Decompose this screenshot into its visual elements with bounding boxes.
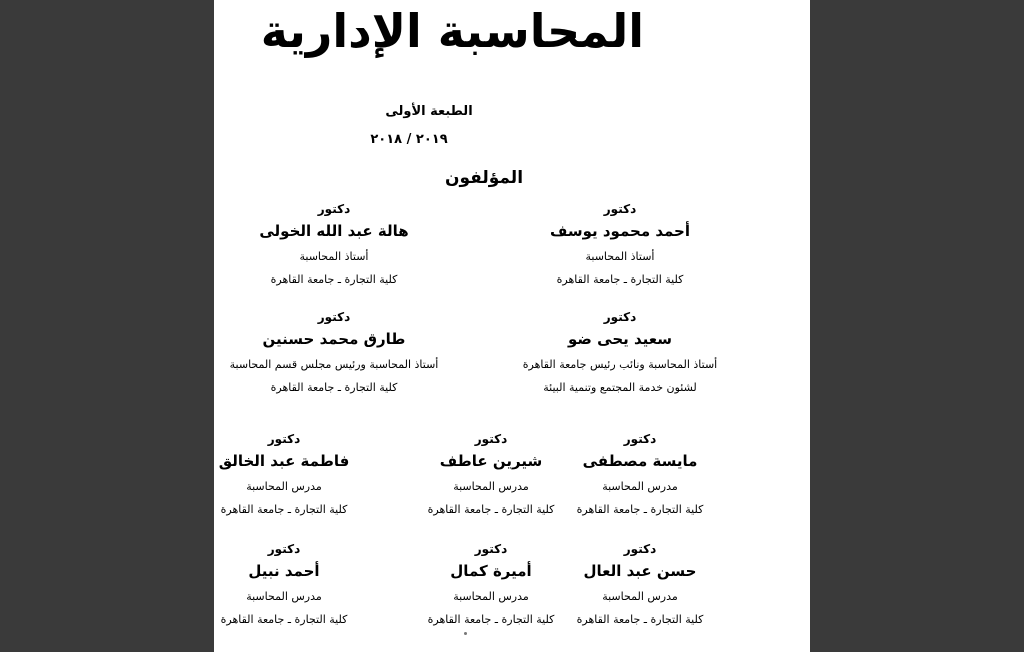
- author-name: فاطمة عبد الخالق: [218, 452, 350, 470]
- author-affiliation: كلية التجارة ـ جامعة القاهرة: [576, 613, 704, 626]
- author-name: أحمد محمود يوسف: [549, 222, 691, 240]
- author-name: شيرين عاطف: [439, 452, 543, 470]
- author-position: مدرس المحاسبة: [602, 480, 678, 493]
- author-affiliation: كلية التجارة ـ جامعة القاهرة: [576, 503, 704, 516]
- author-position: أستاذ المحاسبة ورئيس مجلس قسم المحاسبة: [229, 358, 439, 371]
- author-position: مدرس المحاسبة: [246, 590, 322, 603]
- author-affiliation: كلية التجارة ـ جامعة القاهرة: [220, 613, 348, 626]
- author-name: سعيد يحى ضو: [568, 330, 672, 348]
- author-title: دكتور: [603, 202, 637, 216]
- author-affiliation: كلية التجارة ـ جامعة القاهرة: [556, 273, 684, 286]
- author-title: دكتور: [623, 432, 657, 446]
- author-name: مايسة مصطفى: [582, 452, 698, 470]
- author-name: هالة عبد الله الخولى: [259, 222, 409, 240]
- author-name: حسن عبد العال: [583, 562, 697, 580]
- author-affiliation: كلية التجارة ـ جامعة القاهرة: [427, 503, 555, 516]
- author-title: دكتور: [317, 202, 351, 216]
- author-title: دكتور: [317, 310, 351, 324]
- scan-speck: [464, 632, 467, 635]
- author-title: دكتور: [474, 432, 508, 446]
- edition-year: ٢٠١٩ / ٢٠١٨: [370, 132, 448, 147]
- book-title: المحاسبة الإدارية: [260, 4, 644, 58]
- document-page: [214, 0, 810, 652]
- author-affiliation: لشئون خدمة المجتمع وتنمية البيئة: [543, 381, 697, 394]
- author-name: طارق محمد حسنين: [262, 330, 406, 348]
- author-position: أستاذ المحاسبة: [585, 250, 655, 263]
- author-position: أستاذ المحاسبة ونائب رئيس جامعة القاهرة: [522, 358, 718, 371]
- author-affiliation: كلية التجارة ـ جامعة القاهرة: [270, 381, 398, 394]
- author-affiliation: كلية التجارة ـ جامعة القاهرة: [427, 613, 555, 626]
- author-name: أميرة كمال: [450, 562, 532, 580]
- author-title: دكتور: [267, 432, 301, 446]
- author-affiliation: كلية التجارة ـ جامعة القاهرة: [220, 503, 348, 516]
- author-position: أستاذ المحاسبة: [299, 250, 369, 263]
- author-title: دكتور: [474, 542, 508, 556]
- author-position: مدرس المحاسبة: [453, 590, 529, 603]
- author-title: دكتور: [623, 542, 657, 556]
- author-affiliation: كلية التجارة ـ جامعة القاهرة: [270, 273, 398, 286]
- authors-heading: المؤلفون: [444, 168, 524, 188]
- author-position: مدرس المحاسبة: [602, 590, 678, 603]
- author-title: دكتور: [603, 310, 637, 324]
- author-position: مدرس المحاسبة: [246, 480, 322, 493]
- author-title: دكتور: [267, 542, 301, 556]
- author-position: مدرس المحاسبة: [453, 480, 529, 493]
- edition-label: الطبعة الأولى: [385, 104, 473, 119]
- author-name: أحمد نبيل: [248, 562, 320, 580]
